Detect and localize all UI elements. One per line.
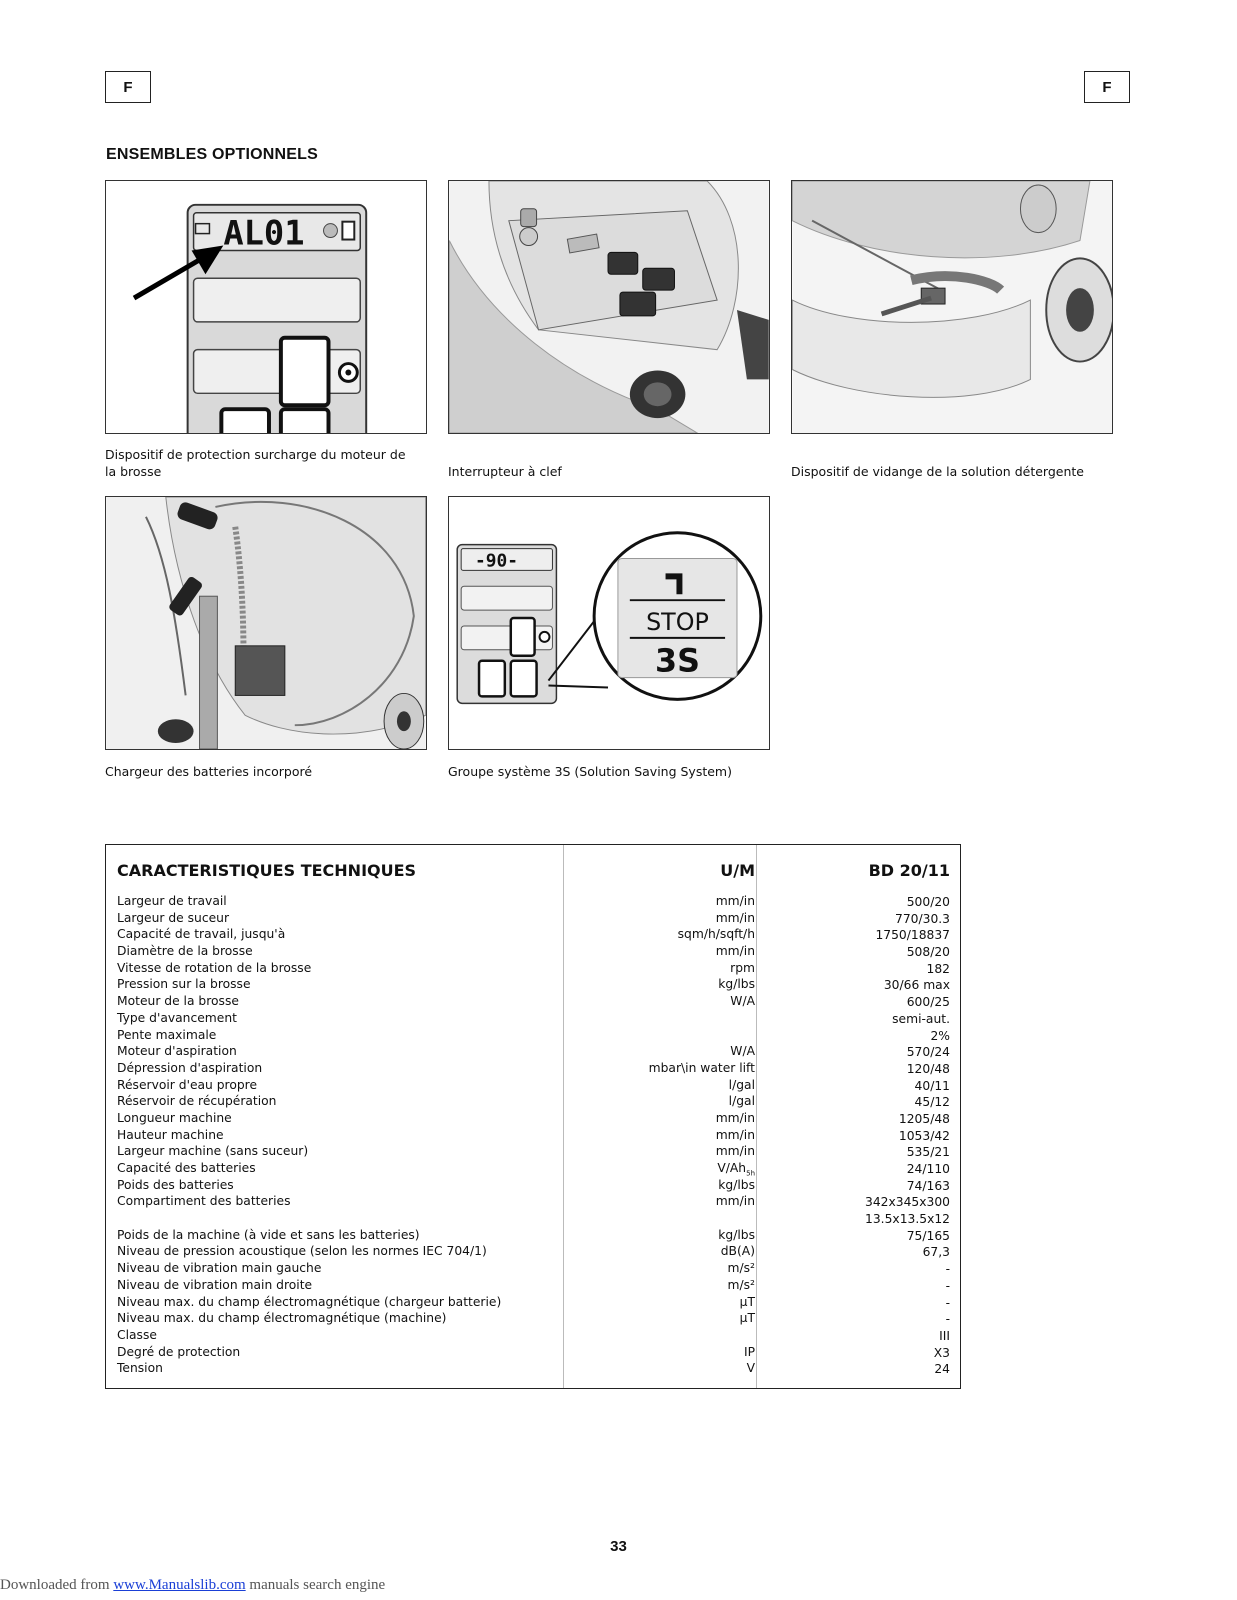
3s-display-text: -90- [475, 550, 519, 572]
overload-display-text: AL01 [223, 213, 305, 253]
spec-unit [717, 1161, 755, 1177]
spec-unit-text: V [746, 1361, 755, 1376]
spec-unit [740, 1295, 755, 1309]
spec-unit [747, 1361, 755, 1375]
spec-unit [730, 961, 755, 975]
spec-value: 1205/48 [898, 1111, 950, 1126]
spec-rows [106, 894, 960, 1378]
spec-unit-text: mm/in [715, 1110, 755, 1125]
spec-unit [716, 1144, 755, 1158]
language-badge-right: F [1084, 71, 1130, 103]
spec-value: 67,3 [922, 1245, 950, 1260]
spec-row [106, 1061, 960, 1078]
caption-3s-system: Groupe système 3S (Solution Saving System) [448, 764, 732, 779]
photo-overload-protection [105, 180, 427, 434]
spec-row [106, 1044, 960, 1061]
spec-value: 500/20 [906, 895, 950, 909]
zoom-stop-text: STOP [646, 607, 709, 636]
spec-label: Diamètre de la brosse [117, 944, 253, 959]
caption-overload-protection: Dispositif de protection surcharge du moteur de la brosse [105, 447, 406, 479]
spec-value: 1053/42 [898, 1128, 950, 1143]
spec-row [106, 977, 960, 994]
spec-unit [649, 1061, 755, 1075]
caption-key-switch: Interrupteur à clef [448, 464, 562, 479]
spec-unit [716, 1111, 755, 1125]
spec-row [106, 1228, 960, 1245]
spec-value: 1750/18837 [875, 928, 950, 943]
spec-row [106, 911, 960, 928]
zoom-3s-text: 3S [654, 643, 700, 680]
spec-value: 2% [930, 1028, 950, 1043]
spec-value: 508/20 [906, 945, 950, 960]
spec-unit-text: l/gal [728, 1094, 755, 1109]
spec-label: Poids de la machine (à vide et sans les batteries) [117, 1227, 420, 1242]
spec-label: Niveau de vibration main droite [117, 1277, 313, 1292]
spec-value: 24 [934, 1362, 950, 1377]
spec-row [106, 1028, 960, 1045]
spec-row [106, 1111, 960, 1128]
spec-label: Niveau de vibration main gauche [117, 1261, 322, 1276]
spec-unit-subscript: 5h [746, 1169, 755, 1178]
spec-unit-text: W/A [730, 994, 755, 1009]
spec-unit [716, 1194, 755, 1208]
spec-unit-text: kg/lbs [718, 977, 755, 992]
spec-unit [718, 1178, 755, 1192]
spec-label: Moteur de la brosse [117, 994, 239, 1009]
photo-key-switch [448, 180, 770, 434]
spec-row [106, 1194, 960, 1227]
spec-value: 570/24 [906, 1045, 950, 1060]
spec-value: - [945, 1262, 950, 1277]
spec-value: 120/48 [906, 1061, 950, 1076]
spec-label: Capacité des batteries [117, 1161, 256, 1175]
spec-unit-text: dB(A) [720, 1244, 755, 1259]
photo-3s-system [448, 496, 770, 750]
photo-battery-charger [105, 496, 427, 750]
spec-unit [716, 944, 755, 958]
spec-unit [730, 994, 755, 1008]
spec-label: Poids des batteries [117, 1177, 234, 1192]
spec-label: Tension [117, 1361, 163, 1376]
spec-row [106, 1311, 960, 1328]
spec-unit [729, 1078, 755, 1092]
spec-unit-text: mm/in [715, 894, 755, 908]
photo-drain-device [791, 180, 1113, 434]
spec-unit-text: kg/lbs [718, 1227, 755, 1242]
technical-specifications-table [105, 844, 961, 1389]
download-footer [0, 1577, 385, 1594]
spec-unit-text: mm/in [715, 1127, 755, 1142]
spec-unit [678, 927, 755, 941]
spec-unit-text: V/Ah [717, 1161, 747, 1175]
footer-prefix: Downloaded from [0, 1577, 114, 1593]
spec-unit [728, 1278, 755, 1292]
spec-unit [744, 1345, 755, 1359]
spec-label: Hauteur machine [117, 1127, 224, 1142]
spec-unit-text: IP [743, 1344, 755, 1359]
spec-unit [718, 977, 755, 991]
spec-unit [740, 1311, 755, 1325]
spec-row [106, 944, 960, 961]
spec-label: Réservoir d'eau propre [117, 1077, 258, 1092]
spec-unit-text: mm/in [715, 910, 755, 925]
spec-label: Largeur de travail [117, 894, 227, 908]
spec-row [106, 1261, 960, 1278]
spec-value: 182 [926, 961, 950, 976]
spec-label: Type d'avancement [117, 1010, 237, 1025]
spec-unit-text: rpm [730, 960, 755, 975]
spec-value: - [945, 1295, 950, 1310]
spec-label: Compartiment des batteries [117, 1194, 291, 1209]
spec-value: 74/163 [906, 1178, 950, 1193]
spec-row [106, 894, 960, 911]
spec-value: 24/110 [906, 1162, 950, 1176]
spec-unit-text: W/A [730, 1044, 755, 1059]
spec-row [106, 1295, 960, 1312]
spec-unit-text: µT [739, 1311, 755, 1326]
spec-value: - [945, 1312, 950, 1327]
spec-unit-text: mm/in [715, 1144, 755, 1159]
spec-row [106, 1328, 960, 1345]
spec-row [106, 1128, 960, 1145]
spec-label: Niveau max. du champ électromagnétique (machine) [117, 1311, 447, 1326]
spec-row [106, 1078, 960, 1095]
spec-row [106, 1278, 960, 1295]
spec-unit-text: mm/in [715, 1194, 755, 1209]
spec-unit [729, 1094, 755, 1108]
caption-battery-charger: Chargeur des batteries incorporé [105, 764, 313, 779]
spec-label: Réservoir de récupération [117, 1094, 277, 1109]
spec-title: CARACTERISTIQUES TECHNIQUES [117, 861, 417, 880]
footer-suffix: manuals search engine [245, 1577, 386, 1593]
spec-row [106, 927, 960, 944]
spec-row [106, 1144, 960, 1161]
language-badge-left: F [105, 71, 151, 103]
spec-value: semi-aut. [892, 1011, 950, 1026]
spec-value: 75/165 [906, 1228, 950, 1243]
spec-unit-header: U/M [720, 861, 755, 880]
spec-row [106, 1244, 960, 1261]
spec-unit [730, 1044, 755, 1058]
spec-row [106, 1361, 960, 1378]
spec-value: X3 [933, 1345, 950, 1360]
spec-value: 40/11 [914, 1078, 950, 1093]
spec-unit-text: mbar\in water lift [648, 1060, 755, 1075]
spec-row [106, 1178, 960, 1195]
spec-value: 45/12 [914, 1095, 950, 1110]
spec-unit [721, 1244, 755, 1258]
spec-label: Pression sur la brosse [117, 977, 251, 992]
spec-unit-text: mm/in [715, 944, 755, 959]
spec-label: Vitesse de rotation de la brosse [117, 960, 312, 975]
spec-label: Longueur machine [117, 1110, 232, 1125]
spec-row [106, 961, 960, 978]
section-title: ENSEMBLES OPTIONNELS [106, 146, 319, 163]
spec-label: Classe [117, 1327, 157, 1342]
spec-row [106, 1161, 960, 1178]
page-number: 33 [610, 1538, 627, 1555]
spec-label: Largeur machine (sans suceur) [117, 1144, 309, 1159]
spec-label: Dépression d'aspiration [117, 1060, 263, 1075]
manualslib-link[interactable]: www.Manualslib.com [113, 1577, 246, 1593]
spec-unit [716, 911, 755, 925]
spec-label: Niveau max. du champ électromagnétique (chargeur batterie) [117, 1294, 502, 1309]
spec-unit-text: l/gal [728, 1077, 755, 1092]
spec-value: 770/30.3 [895, 911, 950, 926]
spec-unit-text: m/s² [727, 1277, 755, 1292]
spec-label: Moteur d'aspiration [117, 1044, 237, 1059]
spec-unit [716, 894, 755, 908]
spec-value: 30/66 max [883, 978, 950, 993]
spec-unit-text: sqm/h/sqft/h [677, 927, 755, 942]
spec-unit-text: µT [739, 1294, 755, 1309]
spec-value: - [945, 1278, 950, 1293]
spec-unit-text: m/s² [727, 1261, 755, 1276]
spec-value: III [939, 1328, 950, 1343]
spec-value: 535/21 [906, 1145, 950, 1160]
spec-row [106, 994, 960, 1011]
spec-unit [716, 1128, 755, 1142]
caption-drain-device: Dispositif de vidange de la solution détergente [791, 464, 1084, 479]
spec-row [106, 1345, 960, 1362]
spec-row [106, 1094, 960, 1111]
spec-model-header: BD 20/11 [868, 861, 950, 880]
spec-unit [728, 1261, 755, 1275]
spec-label: Niveau de pression acoustique (selon les normes IEC 704/1) [117, 1244, 487, 1259]
spec-value: 342x345x300 13.5x13.5x12 [865, 1195, 950, 1227]
spec-label: Pente maximale [117, 1027, 217, 1042]
spec-label: Degré de protection [117, 1344, 241, 1359]
spec-unit-text: kg/lbs [718, 1177, 755, 1192]
spec-unit [718, 1228, 755, 1242]
spec-label: Largeur de suceur [117, 910, 230, 925]
spec-label: Capacité de travail, jusqu'à [117, 927, 286, 942]
spec-value: 600/25 [906, 995, 950, 1010]
spec-row [106, 1011, 960, 1028]
